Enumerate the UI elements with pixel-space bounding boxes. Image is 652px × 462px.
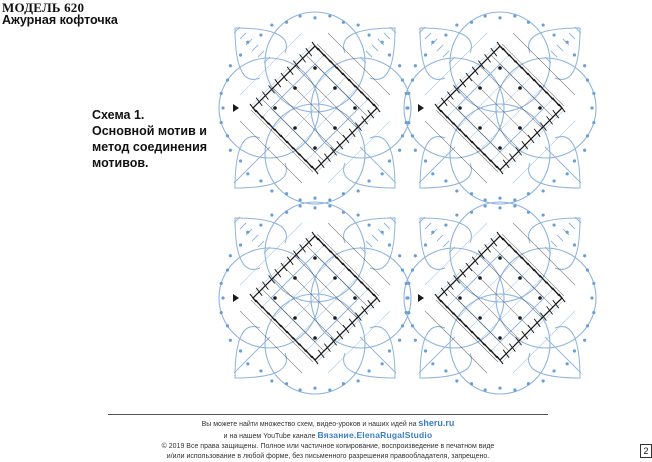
footer-line [108,418,548,430]
caption-line: мотивов. [92,156,149,170]
scheme-caption [92,107,222,171]
motif [404,202,596,394]
page-title: Ажурная кофточка [2,13,118,27]
copyright-line: и/или использование в любой форме, без письменного разрешения правообладателя, запрещено. [166,453,490,460]
copyright-line: © 2019 Все права защищены. Полное или частичное копирование, воспроизведение в печатном виде [161,443,495,450]
footer-line [108,430,548,442]
footer-divider [108,414,548,415]
caption-line: Основной мотив и [92,124,207,138]
motif [219,202,411,394]
motif [219,12,411,204]
footer-text: и на нашем YouTube канале [223,433,316,440]
motif [404,12,596,204]
footer-text: Вы можете найти множество схем, видео-уроков и наших идей на [201,421,417,428]
page-number: 2 [640,444,652,458]
model-number: МОДЕЛЬ 620 [2,0,85,15]
youtube-link[interactable]: Вязание.ElenaRugalStudio [317,430,433,440]
site-link[interactable]: sheru.ru [418,418,455,428]
caption-line: метод соединения [92,140,208,154]
footer [108,418,548,462]
caption-line: Схема 1. [92,108,145,122]
